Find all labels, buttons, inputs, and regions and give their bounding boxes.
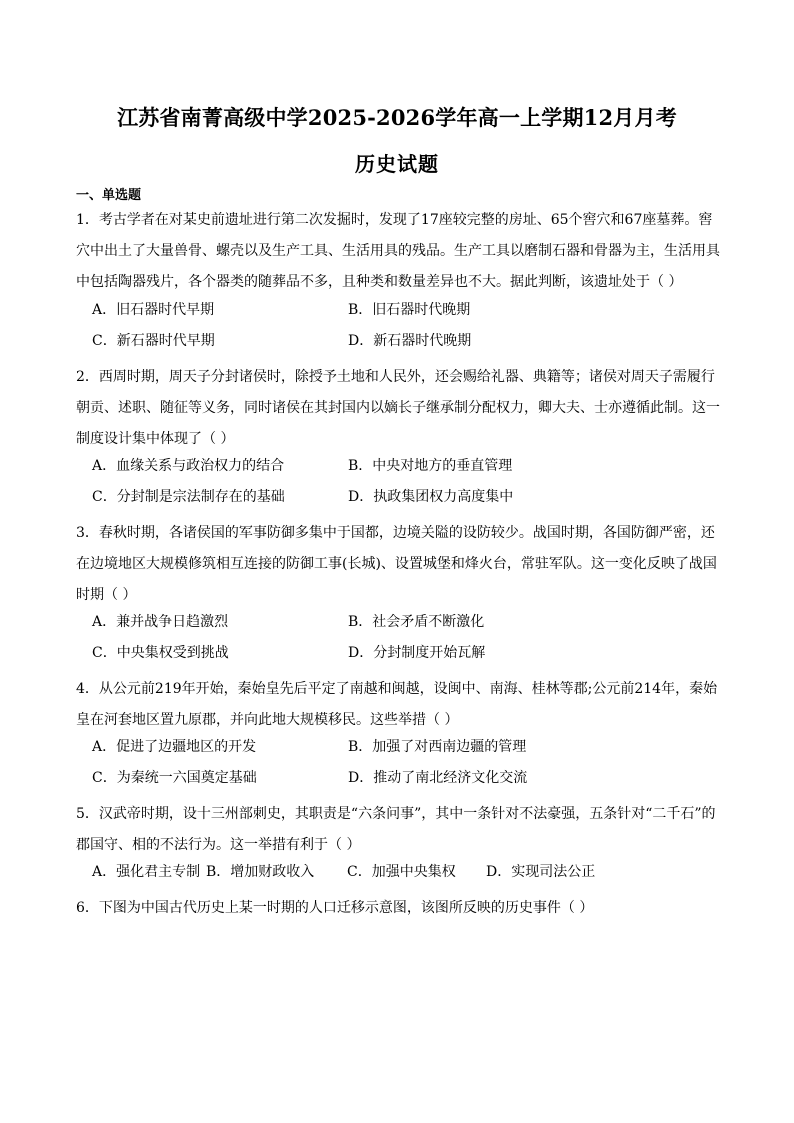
question-5-option-d[interactable]: D．实现司法公正 — [486, 864, 596, 880]
question-1-option-c[interactable]: C．新石器时代早期 — [92, 333, 215, 349]
question-2-option-b[interactable]: B．中央对地方的垂直管理 — [348, 458, 513, 474]
question-2-option-a[interactable]: A．血缘关系与政治权力的结合 — [92, 458, 285, 474]
question-1-stem: 1．考古学者在对某史前遗址进行第二次发掘时，发现了17座较完整的房址、65个窖穴和67座墓葬。窖穴中出土了大量兽骨、螺壳以及生产工具、生活用具的残品。生产工具以磨制石器和骨器为主，生活用具中包括陶器残片，各个器类的随葬品不多，且种类和数量差异也不大。据此判断，该遗址处于（ ） — [76, 212, 720, 290]
question-1-option-a[interactable]: A．旧石器时代早期 — [92, 302, 215, 318]
question-5-option-b[interactable]: B．增加财政收入 — [206, 864, 315, 880]
question-4-option-b[interactable]: B．加强了对西南边疆的管理 — [348, 739, 527, 755]
question-5-option-a[interactable]: A．强化君主专制 — [92, 864, 201, 880]
question-6-stem: 6．下图为中国古代历史上某一时期的人口迁移示意图，该图所反映的历史事件（ ） — [76, 900, 594, 916]
question-3-option-c[interactable]: C．中央集权受到挑战 — [92, 645, 229, 661]
question-1-option-d[interactable]: D．新石器时代晚期 — [348, 333, 472, 349]
section-heading: 一、单选题 — [76, 188, 142, 203]
question-1-option-b[interactable]: B．旧石器时代晚期 — [348, 302, 471, 318]
question-3-option-a[interactable]: A．兼并战争日趋激烈 — [92, 614, 229, 630]
question-2-option-c[interactable]: C．分封制是宗法制存在的基础 — [92, 489, 285, 505]
question-3-option-b[interactable]: B．社会矛盾不断激化 — [348, 614, 485, 630]
question-3-stem: 3．春秋时期，各诸侯国的军事防御多集中于国都，边境关隘的设防较少。战国时期，各国防御严密，还在边境地区大规模修筑相互连接的防御工事(长城)、设置城堡和烽火台，常驻军队。这一变化反映了战国时期（ ） — [76, 525, 717, 603]
question-2-option-d[interactable]: D．执政集团权力高度集中 — [348, 489, 514, 505]
question-4-option-c[interactable]: C．为秦统一六国奠定基础 — [92, 770, 257, 786]
question-4-stem: 4．从公元前219年开始，秦始皇先后平定了南越和闽越，设闽中、南海、桂林等郡;公元前214年，秦始皇在河套地区置九原郡，并向此地大规模移民。这些举措（ ） — [76, 681, 718, 728]
question-5-stem: 5．汉武帝时期，设十三州部刺史，其职责是“六条问事”，其中一条针对不法豪强，五条针对“二千石”的郡国守、相的不法行为。这一举措有利于（ ） — [76, 806, 716, 853]
exam-subtitle: 历史试题 — [355, 152, 439, 176]
exam-title: 江苏省南菁高级中学2025-2026学年高一上学期12月月考 — [117, 105, 677, 130]
question-4-option-a[interactable]: A．促进了边疆地区的开发 — [92, 739, 257, 755]
question-5-option-c[interactable]: C．加强中央集权 — [347, 864, 456, 880]
question-4-option-d[interactable]: D．推动了南北经济文化交流 — [348, 770, 528, 786]
question-2-stem: 2．西周时期，周天子分封诸侯时，除授予土地和人民外，还会赐给礼器、典籍等；诸侯对周天子需履行朝贡、述职、随征等义务，同时诸侯在其封国内以嫡长子继承制分配权力，卿大夫、士亦遵循此制。这一制度设计集中体现了（ ） — [76, 369, 720, 447]
question-3-option-d[interactable]: D．分封制度开始瓦解 — [348, 645, 486, 661]
